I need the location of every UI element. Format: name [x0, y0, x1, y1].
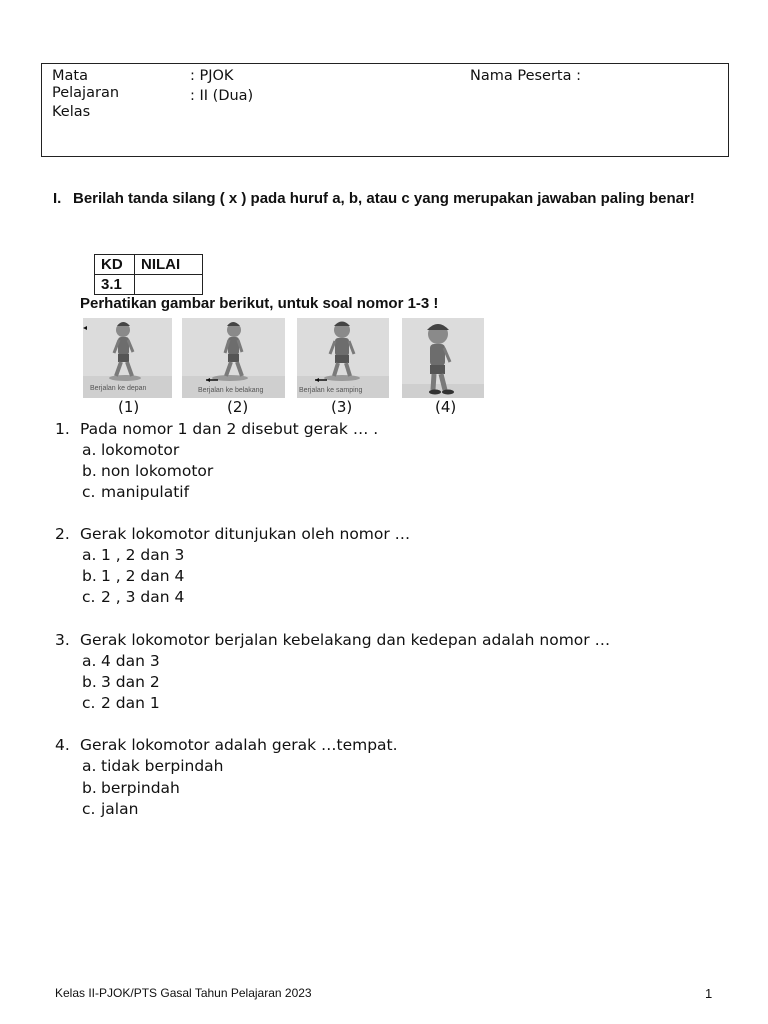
- question-text: Gerak lokomotor berjalan kebelakang dan kedepan adalah nomor …: [80, 631, 611, 649]
- option-2a[interactable]: [82, 545, 184, 566]
- option-3c[interactable]: [82, 693, 160, 714]
- kd-header: KD: [95, 255, 135, 275]
- option-letter: a.: [82, 441, 97, 459]
- option-text: 1 , 2 dan 4: [101, 567, 185, 585]
- picture-1-walk-forward: [83, 318, 172, 398]
- option-4b[interactable]: [82, 778, 180, 799]
- option-letter: b.: [82, 779, 97, 797]
- picture-1-caption: Berjalan ke depan: [90, 385, 147, 392]
- option-text: 4 dan 3: [101, 652, 160, 670]
- question-number: 2.: [55, 525, 70, 543]
- class-label: Kelas: [52, 104, 91, 120]
- picture-3-caption: Berjalan ke samping: [299, 387, 363, 394]
- option-text: 2 dan 1: [101, 694, 160, 712]
- option-text: 3 dan 2: [101, 673, 160, 691]
- option-3b[interactable]: [82, 672, 160, 693]
- question-text: Gerak lokomotor ditunjukan oleh nomor …: [80, 525, 411, 543]
- option-4a[interactable]: [82, 756, 224, 777]
- participant-name-label: Nama Peserta :: [470, 68, 582, 84]
- subject-label-line1: Mata: [52, 68, 88, 84]
- option-text: lokomotor: [101, 441, 180, 459]
- picture-1-number: (1): [118, 398, 140, 416]
- picture-3-number: (3): [331, 398, 353, 416]
- option-text: non lokomotor: [101, 462, 214, 480]
- option-letter: a.: [82, 652, 97, 670]
- kd-value: 3.1: [95, 275, 135, 295]
- section-number: I.: [53, 190, 62, 207]
- option-1b[interactable]: [82, 461, 213, 482]
- option-letter: c.: [82, 800, 96, 818]
- subject-value: : PJOK: [190, 68, 234, 84]
- nilai-header: NILAI: [135, 255, 203, 275]
- instruction-text: Berilah tanda silang ( x ) pada huruf a, b, atau c yang merupakan jawaban paling benar!: [73, 190, 695, 207]
- subject-label-line2: Pelajaran: [52, 85, 120, 101]
- footer-text: Kelas II-PJOK/PTS Gasal Tahun Pelajaran 2023: [55, 986, 312, 1000]
- question-number: 4.: [55, 736, 70, 754]
- picture-4-standing: [402, 318, 484, 398]
- option-text: tidak berpindah: [101, 757, 224, 775]
- question-text: Gerak lokomotor adalah gerak …tempat.: [80, 736, 398, 754]
- option-2c[interactable]: [82, 587, 184, 608]
- picture-2-walk-backward: [182, 318, 285, 398]
- page-number: 1: [705, 986, 713, 1001]
- picture-2-number: (2): [227, 398, 249, 416]
- question-number: 3.: [55, 631, 70, 649]
- option-letter: c.: [82, 694, 96, 712]
- option-text: jalan: [101, 800, 139, 818]
- option-letter: a.: [82, 757, 97, 775]
- picture-2-caption: Berjalan ke belakang: [198, 387, 264, 394]
- question-text: Pada nomor 1 dan 2 disebut gerak … .: [80, 420, 379, 438]
- option-text: berpindah: [101, 779, 180, 797]
- option-letter: c.: [82, 483, 96, 501]
- option-letter: b.: [82, 462, 97, 480]
- option-letter: c.: [82, 588, 96, 606]
- picture-4-number: (4): [435, 398, 457, 416]
- class-value: : II (Dua): [190, 88, 254, 104]
- option-letter: b.: [82, 673, 97, 691]
- option-1c[interactable]: [82, 482, 189, 503]
- header-box: [41, 63, 729, 157]
- picture-3-walk-sideways: [297, 318, 389, 398]
- option-3a[interactable]: [82, 651, 160, 672]
- option-text: 1 , 2 dan 3: [101, 546, 185, 564]
- option-letter: b.: [82, 567, 97, 585]
- question-number: 1.: [55, 420, 70, 438]
- kd-score-table: [94, 254, 203, 295]
- option-4c[interactable]: [82, 799, 138, 820]
- option-2b[interactable]: [82, 566, 184, 587]
- option-1a[interactable]: [82, 440, 179, 461]
- option-letter: a.: [82, 546, 97, 564]
- option-text: 2 , 3 dan 4: [101, 588, 185, 606]
- picture-prompt: Perhatikan gambar berikut, untuk soal nomor 1-3 !: [80, 295, 439, 312]
- option-text: manipulatif: [101, 483, 190, 501]
- nilai-value-field[interactable]: [135, 275, 203, 295]
